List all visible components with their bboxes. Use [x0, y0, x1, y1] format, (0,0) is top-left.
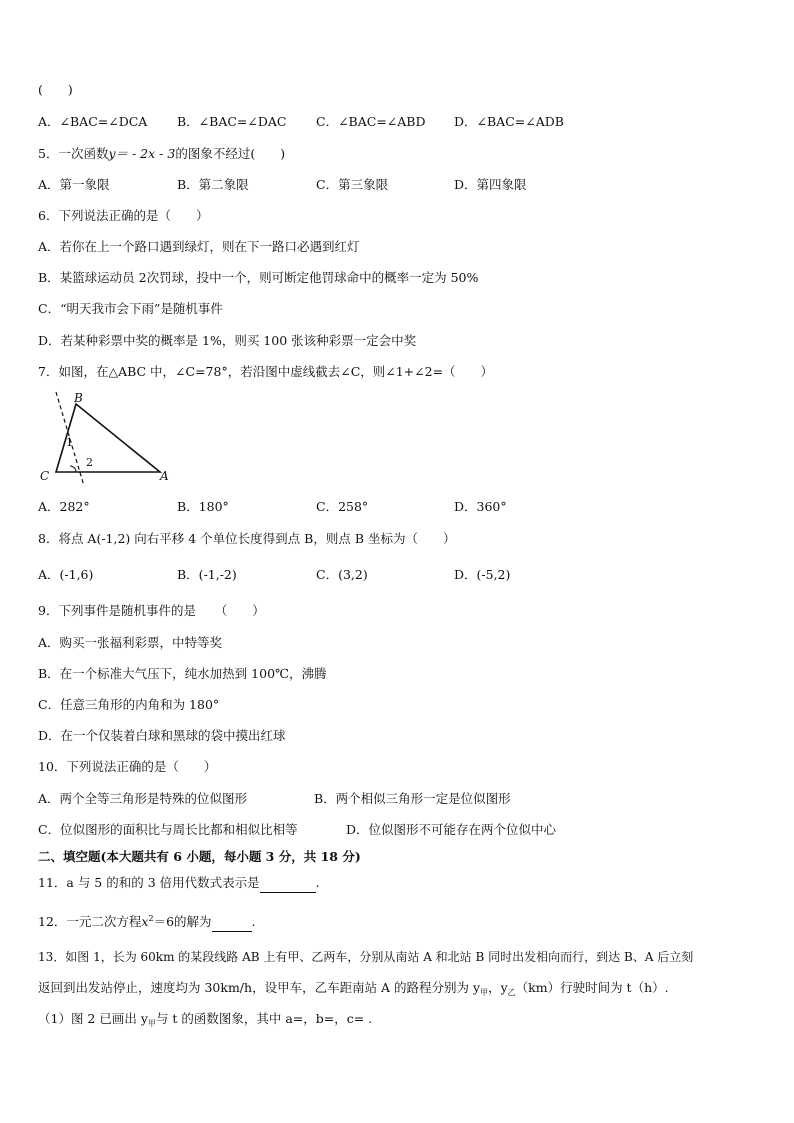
- q12-answer-blank[interactable]: [212, 913, 252, 932]
- q5-formula: y＝ - 2x - 3: [108, 146, 176, 161]
- q13-sub-yi: 乙: [507, 988, 516, 997]
- label-angle-2: 2: [86, 456, 93, 469]
- q6-option-d: D．若某种彩票中奖的概率是 1%，则买 100 张该种彩票一定会中奖: [38, 333, 417, 348]
- q4-option-d: D．∠BAC=∠ADB: [454, 114, 564, 129]
- q9-option-b: B．在一个标准大气压下，纯水加热到 100℃，沸腾: [38, 666, 327, 681]
- q7-option-c: C．258°: [316, 499, 369, 514]
- q11-answer-blank[interactable]: [260, 874, 316, 893]
- section-2-title: 二、填空题(本大题共有 6 小题，每小题 3 分，共 18 分): [38, 849, 361, 864]
- q10-option-a: A．两个全等三角形是特殊的位似图形: [38, 791, 248, 806]
- q6-option-a: A．若你在上一个路口遇到绿灯，则在下一路口必遇到红灯: [38, 239, 360, 254]
- q12-formula-exp: 2: [148, 914, 154, 923]
- q5-option-a: A．第一象限: [38, 177, 110, 192]
- triangle-figure: [36, 390, 176, 486]
- q7-option-b: B．180°: [177, 499, 229, 514]
- q8-option-d: D．(-5,2): [454, 567, 511, 582]
- q4-paren: ( ): [38, 82, 73, 97]
- q4-option-b: B．∠BAC=∠DAC: [177, 114, 287, 129]
- q10-stem: 10．下列说法正确的是（ ）: [38, 759, 217, 774]
- q13-line-2-pre: 返回到出发站停止，速度均为 30km/h，设甲车，乙车距南站 A 的路程分别为 y: [38, 980, 481, 995]
- q12-end: .: [251, 914, 256, 929]
- q13-sub-question-1: [38, 1010, 372, 1033]
- label-c: C: [40, 469, 50, 483]
- q5-stem-pre: 5．一次函数: [38, 146, 109, 161]
- q5-option-d: D．第四象限: [454, 177, 527, 192]
- q5-option-b: B．第二象限: [177, 177, 249, 192]
- q11-stem: [38, 874, 320, 893]
- q6-option-b: B．某篮球运动员 2次罚球，投中一个，则可断定他罚球命中的概率一定为 50%: [38, 270, 479, 285]
- q13-sub1-pre: （1）图 2 已画出 y: [38, 1011, 148, 1026]
- q11-end: .: [315, 875, 320, 890]
- q12-text-post: 的解为: [174, 914, 212, 929]
- q7-option-a: A．282°: [38, 499, 90, 514]
- q10-option-d: D．位似图形不可能存在两个位似中心: [346, 822, 557, 837]
- q8-stem: 8．将点 A(-1,2) 向右平移 4 个单位长度得到点 B，则点 B 坐标为（ ）: [38, 531, 456, 546]
- q9-option-a: A．购买一张福利彩票，中特等奖: [38, 635, 223, 650]
- q13-sub1-jia: 甲: [147, 1019, 156, 1028]
- q13-line-2-post: （km）行驶时间为 t（h）.: [515, 980, 669, 995]
- q13-line-2: [38, 979, 669, 1002]
- q7-stem: 7．如图，在△ABC 中，∠C=78°，若沿图中虚线截去∠C，则∠1+∠2=（ ）: [38, 364, 494, 379]
- q9-stem: 9．下列事件是随机事件的是 （ ）: [38, 603, 265, 618]
- q8-option-b: B．(-1,-2): [177, 567, 237, 582]
- label-angle-1: 1: [66, 436, 73, 449]
- q8-option-a: A．(-1,6): [38, 567, 94, 582]
- q13-sub-jia: 甲: [480, 988, 489, 997]
- q12-text-pre: 12．一元二次方程: [38, 914, 142, 929]
- q13-line-1: 13．如图 1，长为 60km 的某段线路 AB 上有甲、乙两车，分别从南站 A 和北站 B 同时出发相向而行，到达 B、A 后立刻: [38, 950, 694, 964]
- q8-option-c: C．(3,2): [316, 567, 368, 582]
- angle-2-arc: [70, 466, 76, 472]
- q10-option-c: C．位似图形的面积比与周长比都和相似比相等: [38, 822, 298, 837]
- q4-option-c: C．∠BAC=∠ABD: [316, 114, 426, 129]
- q11-text: 11．a 与 5 的和的 3 倍用代数式表示是: [38, 875, 260, 890]
- q13-sub1-post: 与 t 的函数图象，其中 a=，b=，c= .: [155, 1011, 373, 1026]
- q5-stem-post: 的图象不经过( ): [175, 146, 286, 161]
- q6-option-c: C．“明天我市会下雨”是随机事件: [38, 301, 223, 316]
- q7-option-d: D．360°: [454, 499, 507, 514]
- q10-option-b: B．两个相似三角形一定是位似图形: [314, 791, 511, 806]
- q6-stem: 6．下列说法正确的是（ ）: [38, 208, 209, 223]
- q5-stem: [38, 145, 285, 163]
- q9-option-c: C．任意三角形的内角和为 180°: [38, 697, 220, 712]
- triangle-svg: [36, 390, 176, 486]
- q5-option-c: C．第三象限: [316, 177, 389, 192]
- label-a: A: [160, 469, 169, 483]
- q4-option-a: A．∠BAC=∠DCA: [38, 114, 148, 129]
- q13-line-2-mid: ，y: [488, 980, 508, 995]
- q9-option-d: D．在一个仅装着白球和黑球的袋中摸出红球: [38, 728, 286, 743]
- label-b: B: [74, 391, 83, 405]
- q12-stem: [38, 910, 256, 932]
- q12-formula-base: x: [141, 914, 149, 929]
- q12-formula-post: ＝6: [153, 914, 175, 929]
